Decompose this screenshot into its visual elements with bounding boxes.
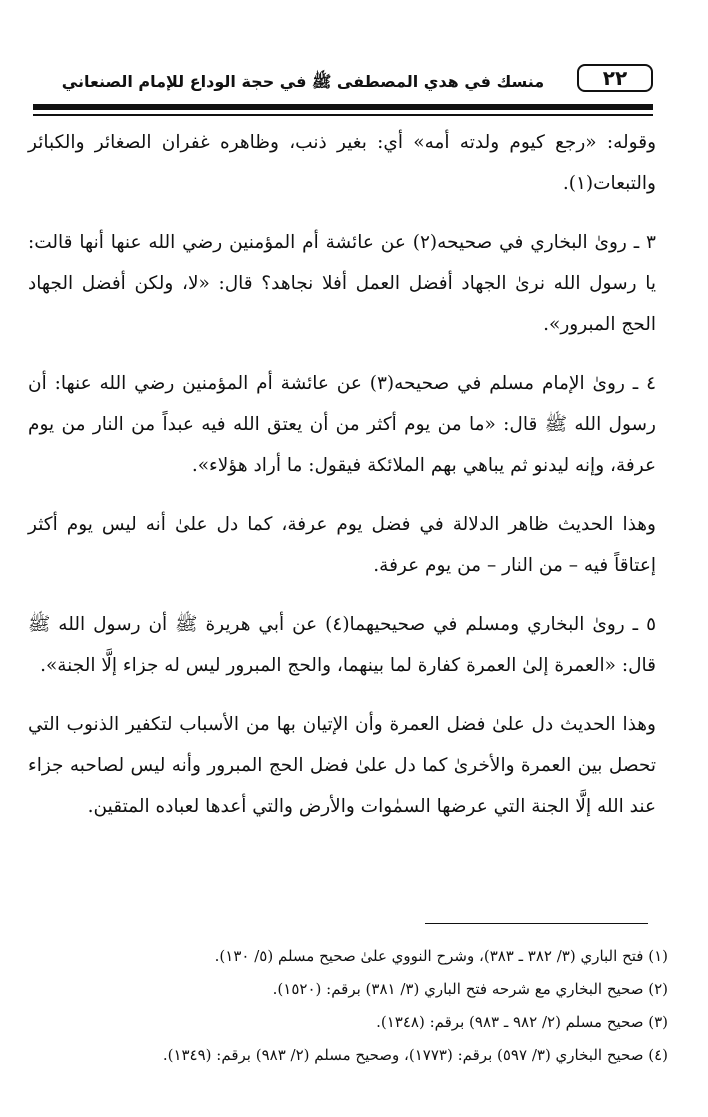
header-rule-thick: [33, 104, 653, 110]
footnote-separator: [425, 923, 648, 924]
page-header: [33, 60, 653, 100]
page-number: ٢٢: [577, 64, 653, 92]
footnote-2: (٢) صحيح البخاري مع شرحه فتح الباري (٣/ ٣٨١) برقم: (١٥٢٠).: [272, 980, 668, 998]
paragraph-1: وقوله: «رجع كيوم ولدته أمه» أي: بغير ذنب، وظاهره غفران الصغائر والكبائر والتبعات(١).: [28, 132, 656, 194]
paragraph-4: وهذا الحديث ظاهر الدلالة في فضل يوم عرفة، كما دل علىٰ أنه ليس يوم أكثر إعتاقاً فيه – من النار – من يوم عرفة.: [28, 514, 656, 576]
footnote-1: (١) فتح الباري (٣/ ٣٨٢ ـ ٣٨٣)، وشرح النووي علىٰ صحيح مسلم (٥/ ١٣٠).: [214, 947, 668, 965]
footnotes: [28, 940, 668, 1072]
header-rule-thin: [33, 114, 653, 116]
main-text: [28, 122, 656, 827]
footnote-4: (٤) صحيح البخاري (٣/ ٥٩٧) برقم: (١٧٧٣)، وصحيح مسلم (٢/ ٩٨٣) برقم: (١٣٤٩).: [162, 1046, 668, 1064]
paragraph-5: ٥ ـ روىٰ البخاري ومسلم في صحيحيهما(٤) عن أبي هريرة ﷺ أن رسول الله ﷺ قال: «العمرة إلىٰ العمرة كفارة لما بينهما، والحج المبرور ليس له جزاء إلَّا الجنة».: [28, 614, 656, 676]
paragraph-2: ٣ ـ روىٰ البخاري في صحيحه(٢) عن عائشة أم المؤمنين رضي الله عنها أنها قالت: يا رسول الله نرىٰ الجهاد أفضل العمل أفلا نجاهد؟ قال: «لا، ولكن أفضل الجهاد الحج المبرور».: [28, 232, 656, 335]
paragraph-6: وهذا الحديث دل علىٰ فضل العمرة وأن الإتيان بها من الأسباب لتكفير الذنوب التي تحصل بين العمرة والأخرىٰ كما دل علىٰ فضل الحج المبرور وأنه ليس لصاحبه جزاء عند الله إلَّا الجنة التي عرضها السمٰوات والأرض والتي أعدها لعباده المتقين.: [28, 714, 656, 817]
footnote-3: (٣) صحيح مسلم (٢/ ٩٨٢ ـ ٩٨٣) برقم: (١٣٤٨).: [376, 1013, 668, 1031]
paragraph-3: ٤ ـ روىٰ الإمام مسلم في صحيحه(٣) عن عائشة أم المؤمنين رضي الله عنها: أن رسول الله ﷺ قال: «ما من يوم أكثر من أن يعتق الله فيه عبداً من النار من يوم عرفة، وإنه ليدنو ثم يباهي بهم الملائكة فيقول: ما أراد هؤلاء».: [28, 373, 656, 476]
running-title: منسك في هدي المصطفى ﷺ في حجة الوداع للإمام الصنعاني: [61, 72, 545, 91]
